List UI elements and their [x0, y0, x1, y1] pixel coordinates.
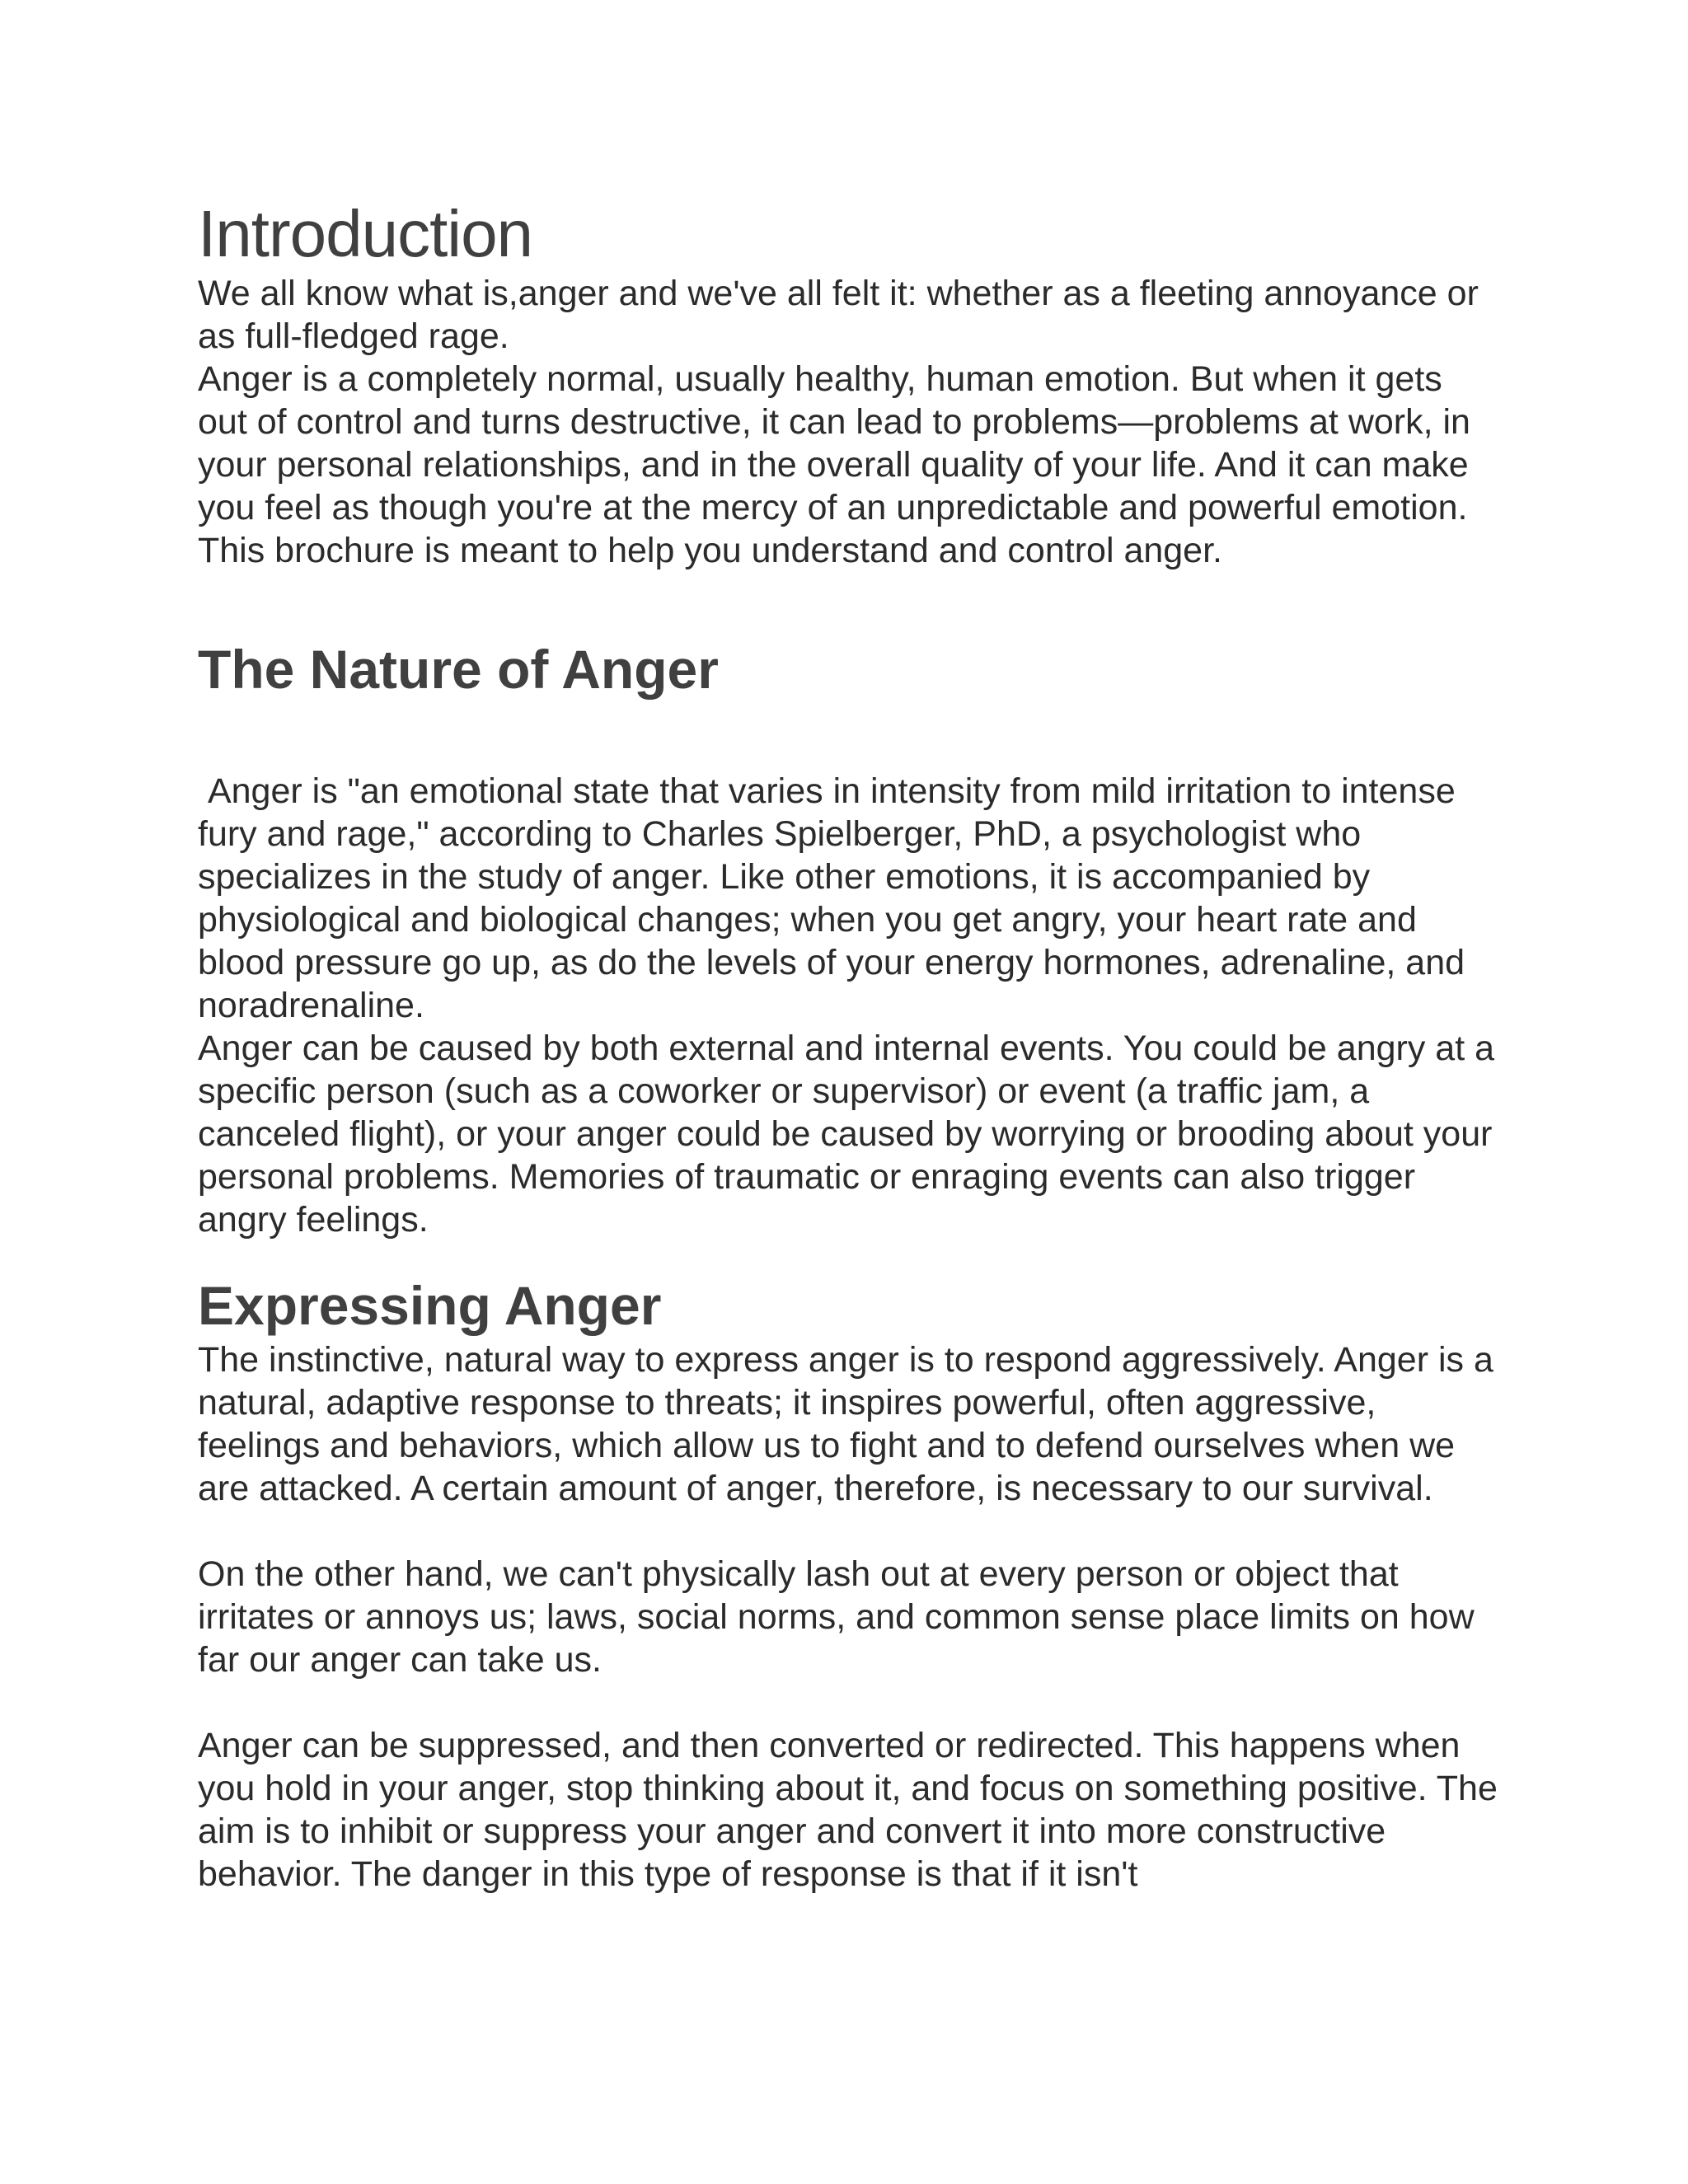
spacer	[198, 572, 1500, 636]
introduction-section	[198, 196, 1500, 572]
nature-of-anger-heading: The Nature of Anger	[198, 639, 719, 700]
spacer	[198, 702, 1500, 770]
nature-paragraph-1: Anger is "an emotional state that varies in intensity from mild irritation to intense fury and rage," according to Charles Spielberger, PhD, a psychologist who specializes in the study of anger. Like other emotions, it is accompanied by physiological and biological changes; when you get angry, your heart rate and blood pressure go up, as do the levels of your energy hormones, adrenaline, and noradrenaline.	[198, 771, 1475, 1025]
expressing-paragraph-2: On the other hand, we can't physically lash out at every person or object that irritates or annoys us; laws, social norms, and common sense place limits on how far our anger can take us.	[198, 1554, 1475, 1680]
introduction-paragraph-2: Anger is a completely normal, usually healthy, human emotion. But when it gets out of control and turns destructive, it can lead to problems—problems at work, in your personal relationships, and in the overall quality of your life. And it can make you feel as though you're at the mercy of an unpredictable and powerful emotion. This brochure is meant to help you understand and control anger.	[198, 359, 1470, 570]
expressing-paragraph-1: The instinctive, natural way to express anger is to respond aggressively. Anger is a natural, adaptive response to threats; it inspires powerful, often aggressive, feelings and behaviors, which allow us to fight and to defend ourselves when we are attacked. A certain amount of anger, therefore, is necessary to our survival.	[198, 1340, 1493, 1508]
introduction-paragraph-1: We all know what is,anger and we've all felt it: whether as a fleeting annoyance or as full-fledged rage.	[198, 274, 1479, 356]
nature-of-anger-section	[198, 636, 1500, 1241]
spacer	[198, 1681, 1500, 1724]
expressing-paragraph-3: Anger can be suppressed, and then converted or redirected. This happens when you hold in your anger, stop thinking about it, and focus on something positive. The aim is to inhibit or suppress your anger and convert it into more constructive behavior. The danger in this type of response is that if it isn't	[198, 1726, 1498, 1894]
spacer	[198, 1510, 1500, 1553]
introduction-heading: Introduction	[198, 197, 533, 270]
document-page	[198, 196, 1500, 1896]
expressing-anger-heading: Expressing Anger	[198, 1275, 662, 1336]
spacer	[198, 1241, 1500, 1272]
nature-paragraph-2: Anger can be caused by both external and internal events. You could be angry at a specific person (such as a coworker or supervisor) or event (a traffic jam, a canceled flight), or your anger could be caused by worrying or brooding about your personal problems. Memories of traumatic or enraging events can also trigger angry feelings.	[198, 1029, 1495, 1240]
expressing-anger-section	[198, 1272, 1500, 1896]
